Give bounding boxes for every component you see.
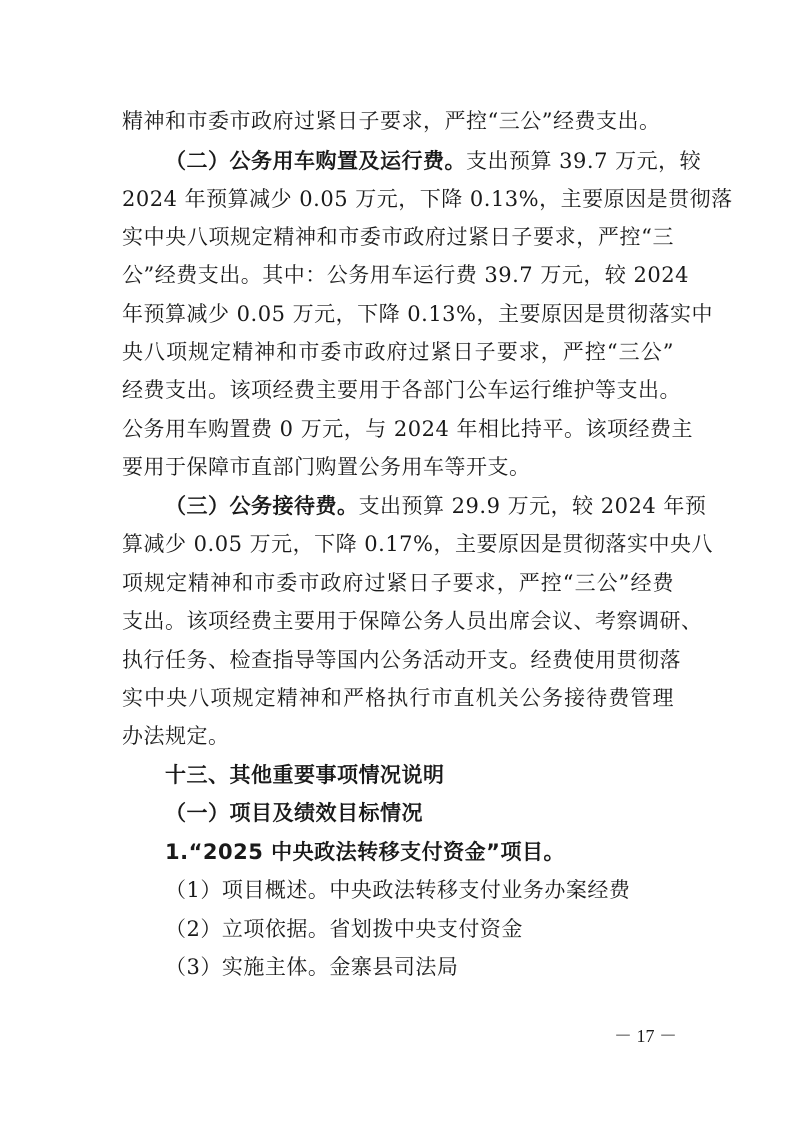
text-line: 实中央八项规定精神和严格执行市直机关公务接待费管理 — [122, 686, 674, 710]
text-line: 算减少 0.05 万元，下降 0.17%，主要原因是贯彻落实中央八 — [122, 532, 713, 556]
text-line: 执行任务、检查指导等国内公务活动开支。经费使用贯彻落 — [122, 648, 681, 672]
text-line: 办法规定。 — [122, 724, 230, 748]
text-line: 经费支出。该项经费主要用于各部门公车运行维护等支出。 — [122, 378, 681, 402]
text-line: 2024 年预算减少 0.05 万元，下降 0.13%，主要原因是贯彻落 — [122, 187, 733, 211]
paragraph-heading: （二）公务用车购置及运行费。 — [165, 148, 466, 173]
text-line: 要用于保障市直部门购置公务用车等开支。 — [122, 455, 531, 479]
section-heading: 十三、其他重要事项情况说明 — [165, 763, 445, 787]
text-line: 公”经费支出。其中：公务用车运行费 39.7 万元，较 2024 — [122, 263, 689, 287]
paragraph-text: 支出预算 39.7 万元，较 — [466, 149, 702, 173]
text-line: 支出。该项经费主要用于保障公务人员出席会议、考察调研、 — [122, 609, 703, 633]
subsection-heading: （一）项目及绩效目标情况 — [165, 801, 423, 825]
item-heading: 1.“2025 中央政法转移支付资金”项目。 — [165, 840, 565, 864]
paragraph-text: 支出预算 29.9 万元，较 2024 年预 — [358, 494, 707, 518]
page-number: － 17 － — [614, 1026, 677, 1046]
text-line: 公务用车购置费 0 万元，与 2024 年相比持平。该项经费主 — [122, 417, 694, 441]
paragraph-heading: （三）公务接待费。 — [165, 493, 359, 518]
text-line: 实中央八项规定精神和市委市政府过紧日子要求，严控“三 — [122, 225, 674, 249]
text-line: 精神和市委市政府过紧日子要求，严控“三公”经费支出。 — [122, 109, 661, 133]
item-detail: （3）实施主体。金寨县司法局 — [165, 955, 459, 979]
text-line: 年预算减少 0.05 万元，下降 0.13%，主要原因是贯彻落实中 — [122, 302, 713, 326]
paragraph-line — [165, 146, 702, 176]
item-detail: （1）项目概述。中央政法转移支付业务办案经费 — [165, 878, 631, 902]
text-line: 央八项规定精神和市委市政府过紧日子要求，严控“三公” — [122, 340, 674, 364]
text-line: 项规定精神和市委市政府过紧日子要求，严控“三公”经费 — [122, 571, 674, 595]
item-detail: （2）立项依据。省划拨中央支付资金 — [165, 917, 523, 941]
paragraph-line — [165, 491, 707, 521]
